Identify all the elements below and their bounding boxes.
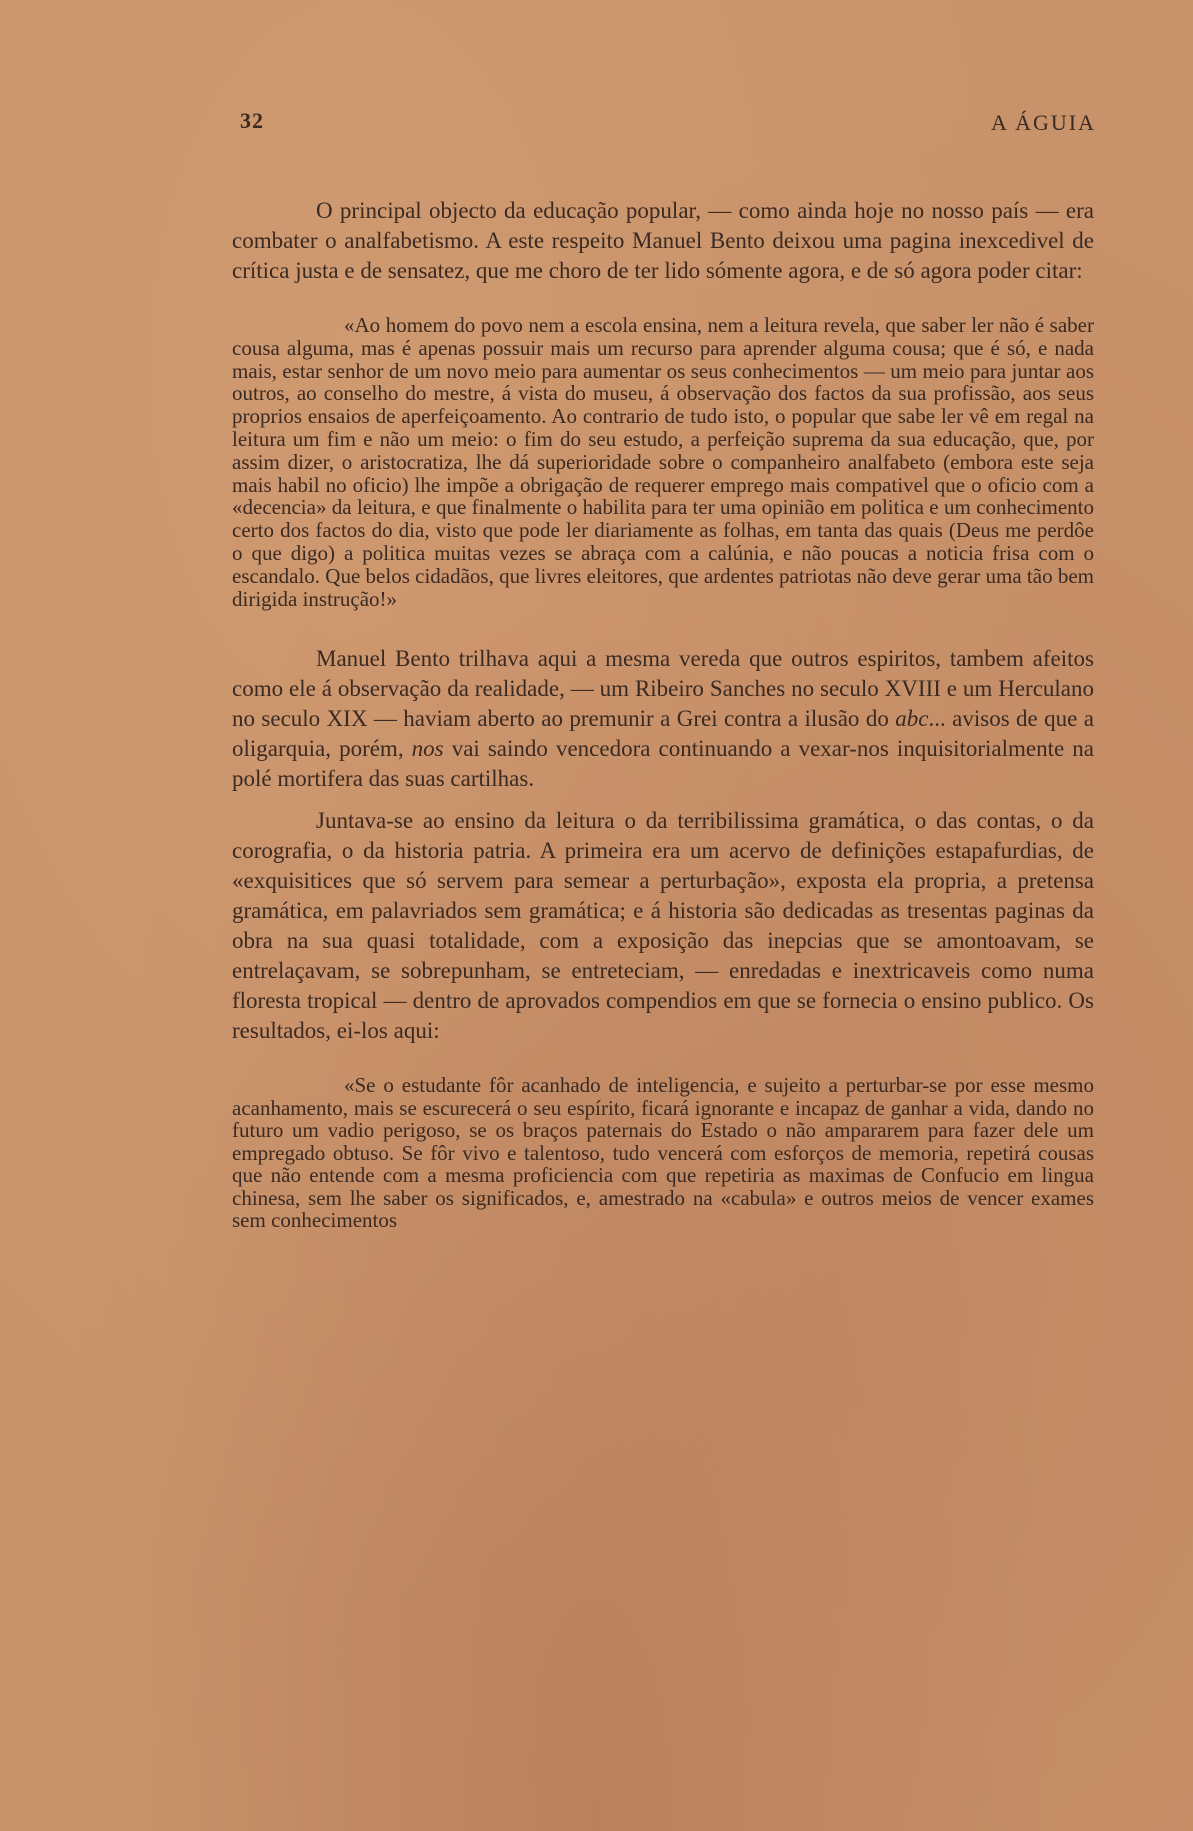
- page-header: [240, 108, 1096, 144]
- italic-term-abc: abc: [895, 706, 929, 732]
- spacer: [232, 286, 1094, 314]
- paragraph-gramatica: Juntava-se ao ensino da leitura o da terribilissima gramática, o das contas, o da corografia, o da historia patria. A primeira era um acervo de definições estapafurdias, de «exquisitices que só servem para semear a perturbação», exposta ela propria, a pretensa gramática, em palavriados sem gramática; e á historia são dedicadas as tresentas paginas da obra na sua quasi totalidade, com a exposição das inepcias que se amontoavam, se entrelaçavam, se sobrepunham, se entreteciam, — enredadas e inextricaveis como numa floresta tropical — dentro de aprovados compendios em que se fornecia o ensino publico. Os resultados, ei-los aqui:: [232, 808, 1094, 1044]
- italic-term-nos: nos: [411, 736, 444, 762]
- body-text: [232, 196, 1094, 1232]
- paragraph-manuel-bento: [232, 644, 1094, 794]
- spacer: [232, 610, 1094, 644]
- quote-block-2: «Se o estudante fôr acanhado de inteligencia, e sujeito a perturbar-se por esse mesmo acanhamento, mais se escurecerá o seu espírito, ficará ignorante e incapaz de ganhar a vida, dando no futuro um vadio perigoso, se os braços paternais do Estado o não ampararem para fazer dele um empregado obtuso. Se fôr vivo e talentoso, tudo vencerá com esforços de memoria, repetirá cousas que não entende com a mesma proficiencia com que repetiria as maximas de Confucio em lingua chinesa, sem lhe saber os significados, e, amestrado na «cabula» e outros meios de vencer exames sem conhecimentos: [232, 1073, 1094, 1233]
- spacer: [232, 794, 1094, 806]
- paragraph-intro: O principal objecto da educação popular, — como ainda hoje no nosso país — era combater o analfabetismo. A este respeito Manuel Bento deixou uma pagina inexcedivel de crítica justa e de sensatez, que me choro de ter lido sómente agora, e de só agora poder citar:: [232, 198, 1094, 283]
- running-head: A ÁGUIA: [990, 110, 1096, 135]
- paragraph-text: Manuel Bento trilhava aqui a mesma vereda que outros espiritos, tambem afeitos como ele á observação da realidade, — um Ribeiro Sanches no seculo XVIII e um Herculano no seculo XIX — haviam aberto ao premunir a Grei contra a ilusão do: [232, 646, 1094, 732]
- paragraph-text: ... avisos de que a oligarquia, porém,: [232, 706, 1094, 762]
- page-number: 32: [240, 108, 264, 133]
- paragraph-text: vai saindo vencedora continuando a vexar-nos inquisitorialmente na polé mortifera das suas cartilhas.: [232, 736, 1095, 792]
- spacer: [232, 1046, 1094, 1074]
- quote-block-1: «Ao homem do povo nem a escola ensina, nem a leitura revela, que saber ler não é saber cousa alguma, mas é apenas possuir mais um recurso para aprender alguma cousa; que é só, e nada mais, estar senhor de um novo meio para aumentar os seus conhecimentos — um meio para juntar aos outros, ao conselho do mestre, á vista do museu, á observação dos factos da sua profissão, aos seus proprios ensaios de aperfeiçoamento. Ao contrario de tudo isto, o popular que sabe ler vê em regal na leitura um fim e não um meio: o fim do seu estudo, a perfeição suprema da sua educação, que, por assim dizer, o aristocratiza, lhe dá superioridade sobre o companheiro analfabeto (embora este seja mais habil no oficio) lhe impõe a obrigação de requerer emprego mais compativel que o oficio com a «decencia» da leitura, e que finalmente o habilita para ter uma opinião em politica e um conhecimento certo dos factos do dia, visto que pode ler diariamente as folhas, em tanta das quais (Deus me perdôe o que digo) a politica muitas vezes se abraça com a calúnia, e não poucas a noticia frisa com o escandalo. Que belos cidadãos, que livres eleitores, que ardentes patriotas não deve gerar uma tão bem dirigida instrução!»: [232, 313, 1094, 611]
